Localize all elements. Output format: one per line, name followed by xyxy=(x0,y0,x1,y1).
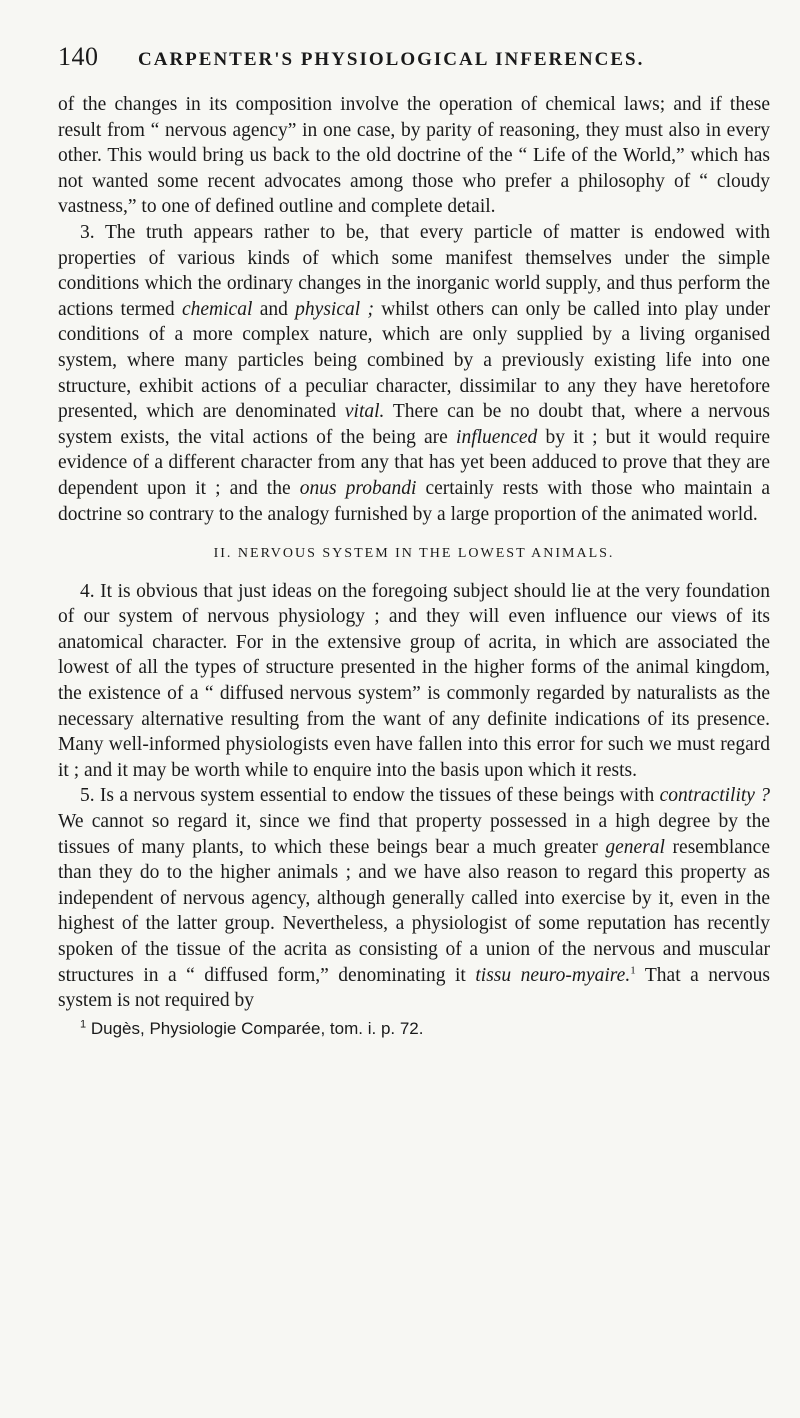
footnote-text: Dugès, Physiologie Comparée, tom. i. p. 72. xyxy=(90,1018,424,1038)
italic-term: vital. xyxy=(344,401,385,423)
paragraph-text: That a nervous system is not required by xyxy=(58,964,771,1012)
italic-term: physical ; xyxy=(295,298,374,320)
running-title: CARPENTER'S PHYSIOLOGICAL INFERENCES. xyxy=(138,49,645,70)
paragraph-text: 4. It is obvious that just ideas on the foregoing subject should lie at the very foundation of our system of nervous physiology ; and they will even influence our views of its anatomical character. For in the extensive group of acrita, in which are associated the lowest of all the types of structure presented in the higher forms of the animal kingdom, the existence of a “ diffused nervous system” is commonly regarded by naturalists as the necessary alternative resulting from the want of any definite indications of its presence. Many well-informed physiologists even have fallen into this error for such we must regard it ; and it may be worth while to enquire into the basis upon which it rests. xyxy=(58,580,770,781)
paragraph-text: by it ; but it would require evidence of a different character from any that has yet been adduced to prove that they are dependent upon it ; and the xyxy=(58,426,771,499)
paragraph-4 xyxy=(58,579,770,784)
paragraph-text: of the changes in its composition involve the operation of chemical laws; and if these result from “ nervous agency” in one case, by parity of reasoning, they must also in every other. This would bring us back to the old doctrine of the “ Life of the World,” which has not wanted some recent advocates among those who prefer a philosophy of “ cloudy vastness,” to one of defined outline and complete detail. xyxy=(58,94,770,218)
paragraph-text: There can be no doubt that, where a nervous system exists, the vital actions of the being are xyxy=(58,401,770,448)
italic-term: onus probandi xyxy=(299,477,417,499)
italic-term: influenced xyxy=(456,426,538,448)
paragraph-text: 5. Is a nervous system essential to endow the tissues of these beings with xyxy=(80,785,655,807)
paragraph-text: 3. The truth appears rather to be, that every particle of matter is endowed with properties of various kinds of which some manifest themselves under the simple conditions which the ordinary changes in the inorganic world supply, and thus perform the actions termed xyxy=(58,221,770,320)
footnote-marker: 1 xyxy=(80,1018,87,1031)
italic-term: contractility ? xyxy=(659,785,770,807)
paragraph-text: and xyxy=(259,298,288,320)
italic-term: general xyxy=(605,836,665,858)
paragraph-5 xyxy=(58,783,770,1013)
body-text xyxy=(58,92,770,1040)
paragraph-3 xyxy=(58,220,770,527)
paragraph-text: We cannot so regard it, since we find that property possessed in a high degree by the tissues of many plants, to which these beings bear a much greater xyxy=(58,811,770,858)
paragraph-text: whilst others can only be called into play under conditions of a more complex nature, which are only supplied by a living organised system, where many particles being combined by a previously existing life into one structure, exhibit actions of a peculiar character, dissimilar to any they have heretofore presented, which are denominated xyxy=(58,298,771,423)
page-number: 140 xyxy=(58,42,99,71)
footnote-reference: 1 xyxy=(630,964,636,977)
footnote xyxy=(58,1018,770,1040)
page-header xyxy=(58,42,770,78)
section-heading: II. NERVOUS SYSTEM IN THE LOWEST ANIMALS. xyxy=(213,546,615,562)
italic-term: chemical xyxy=(182,298,253,320)
italic-term: tissu neuro-myaire. xyxy=(475,964,631,986)
book-page xyxy=(58,42,770,1040)
paragraph-text: resemblance than they do to the higher animals ; and we have also reason to regard this property as independent of nervous agency, although generally called into exercise by it, even in the highest of the latter group. Nevertheless, a physiologist of some reputation has recently spoken of the tissue of the acrita as consisting of a union of the nervous and muscular structures in a “ diffused form,” denominating it xyxy=(58,836,770,986)
paragraph-continuation xyxy=(58,92,770,220)
paragraph-text: certainly rests with those who maintain a doctrine so contrary to the analogy furnished by a large proportion of the animated world. xyxy=(58,477,771,525)
